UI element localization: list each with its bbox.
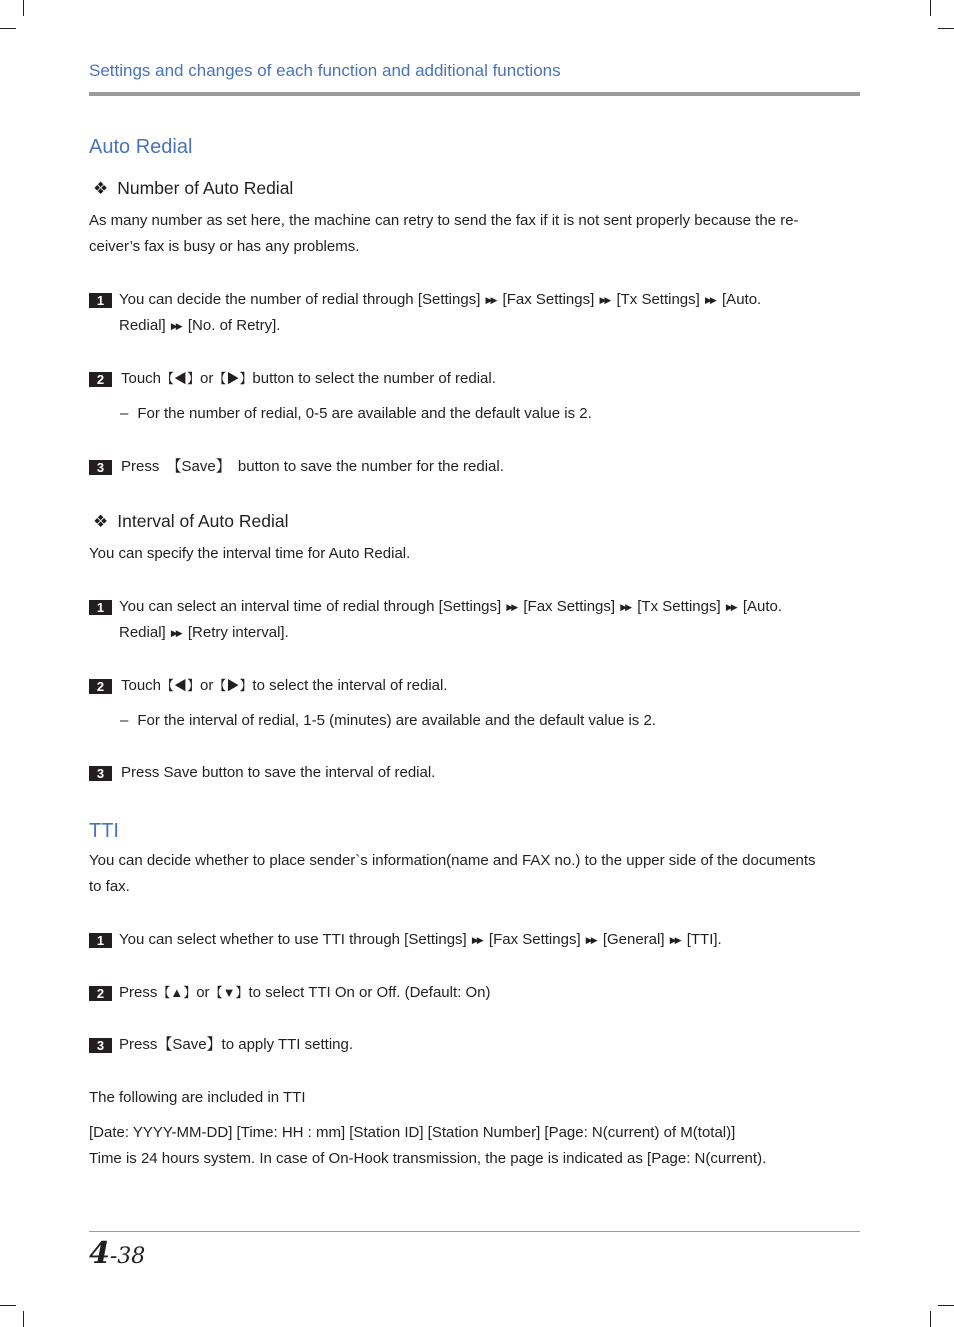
crop-mark (0, 28, 16, 29)
tti-included-details (89, 1120, 857, 1172)
interval-intro: You can specify the interval time for Auto Redial. (89, 545, 411, 562)
crop-mark (930, 1311, 931, 1327)
number-step-2-note: – For the number of redial, 0-5 are available and the default value is 2. (120, 405, 592, 422)
dash-bullet-icon: – (120, 405, 129, 422)
step-number-badge: 1 (89, 293, 112, 308)
save-button-label: 【Save】 (166, 458, 231, 475)
double-arrow-icon: ▶▶ (170, 321, 181, 331)
intro-line: ceiver’s fax is busy or has any problems. (89, 238, 360, 255)
crop-mark (938, 1305, 954, 1306)
step-number-badge: 3 (89, 1038, 112, 1053)
step-text: You can decide the number of redial through [Settings] ▶▶ [Fax Settings] ▶▶ [Tx Settings] ▶▶ [Auto. (119, 291, 762, 308)
left-button-icon: 【◀】 (161, 371, 201, 386)
step-text: Press【▲】or【▼】to select TTI On or Off. (Default: On) (119, 984, 491, 1001)
step-text: Press Save button to save the interval of redial. (121, 764, 436, 781)
step-text: Touch【◀】or【▶】to select the interval of redial. (121, 677, 448, 694)
right-button-icon: 【▶】 (213, 678, 253, 693)
step-number-badge: 2 (89, 372, 112, 387)
step-number-badge: 1 (89, 600, 112, 615)
step-number-badge: 3 (89, 766, 112, 781)
dash-bullet-icon: – (120, 712, 129, 729)
double-arrow-icon: ▶▶ (705, 295, 715, 305)
tti-included-heading: The following are included in TTI (89, 1089, 306, 1106)
double-arrow-icon: ▶▶ (599, 295, 610, 305)
interval-step-2-note: – For the interval of redial, 1-5 (minutes) are available and the default value is 2. (120, 712, 656, 729)
intro-line: to fax. (89, 878, 130, 895)
step-text: You can select an interval time of redial through [Settings] ▶▶ [Fax Settings] ▶▶ [Tx Settings] ▶▶ [Auto. (119, 598, 783, 615)
number-intro (89, 208, 857, 260)
right-button-icon: 【▶】 (213, 371, 253, 386)
double-arrow-icon: ▶▶ (506, 602, 517, 612)
subheading-text: Interval of Auto Redial (117, 511, 289, 531)
step-number-badge: 1 (89, 933, 112, 948)
left-button-icon: 【◀】 (161, 678, 201, 693)
step-text-continued: Redial] ▶▶ [Retry interval]. (119, 624, 289, 641)
footer-rule (89, 1231, 860, 1232)
save-button-label: 【Save】 (157, 1036, 222, 1053)
tti-intro (89, 848, 857, 900)
crop-mark (938, 28, 954, 29)
subheading-interval-of-auto-redial (93, 511, 288, 532)
double-arrow-icon: ▶▶ (620, 602, 631, 612)
intro-line: As many number as set here, the machine can retry to send the fax if it is not sent properly because the re- (89, 212, 799, 229)
step-text: Touch【◀】or【▶】button to select the number of redial. (121, 370, 496, 387)
crop-mark (930, 0, 931, 16)
header-rule (89, 92, 860, 96)
up-button-icon: 【▲】 (157, 985, 197, 1000)
step-text-continued: Redial] ▶▶ [No. of Retry]. (119, 317, 281, 334)
detail-line: Time is 24 hours system. In case of On-Hook transmission, the page is indicated as [Page: N(current). (89, 1150, 767, 1167)
detail-line: [Date: YYYY-MM-DD] [Time: HH : mm] [Station ID] [Station Number] [Page: N(current) of M(total)] (89, 1124, 736, 1141)
section-title-tti: TTI (89, 820, 119, 842)
double-arrow-icon: ▶▶ (725, 602, 736, 612)
double-arrow-icon: ▶▶ (585, 935, 596, 945)
crop-mark (23, 0, 24, 16)
double-arrow-icon: ▶▶ (669, 935, 680, 945)
crop-mark (23, 1311, 24, 1327)
running-header: Settings and changes of each function and additional functions (89, 61, 561, 80)
section-title-auto-redial: Auto Redial (89, 136, 193, 158)
double-arrow-icon: ▶▶ (471, 935, 482, 945)
crop-mark (0, 1305, 16, 1306)
page-number: 4-38 (89, 1236, 146, 1271)
double-arrow-icon: ▶▶ (485, 295, 496, 305)
step-text: Press 【Save】 button to save the number for the redial. (121, 458, 504, 475)
diamond-bullet-icon: ❖ (93, 511, 109, 531)
subheading-number-of-auto-redial (93, 178, 293, 199)
step-text: Press【Save】to apply TTI setting. (119, 1036, 354, 1053)
down-button-icon: 【▼】 (209, 985, 249, 1000)
diamond-bullet-icon: ❖ (93, 178, 109, 198)
subheading-text: Number of Auto Redial (117, 178, 294, 198)
double-arrow-icon: ▶▶ (170, 628, 181, 638)
step-number-badge: 3 (89, 460, 112, 475)
step-text: You can select whether to use TTI through [Settings] ▶▶ [Fax Settings] ▶▶ [General] ▶▶ [TTI]. (119, 931, 722, 948)
step-number-badge: 2 (89, 679, 112, 694)
intro-line: You can decide whether to place sender`s information(name and FAX no.) to the upper side of the documents (89, 852, 816, 869)
step-number-badge: 2 (89, 986, 112, 1001)
